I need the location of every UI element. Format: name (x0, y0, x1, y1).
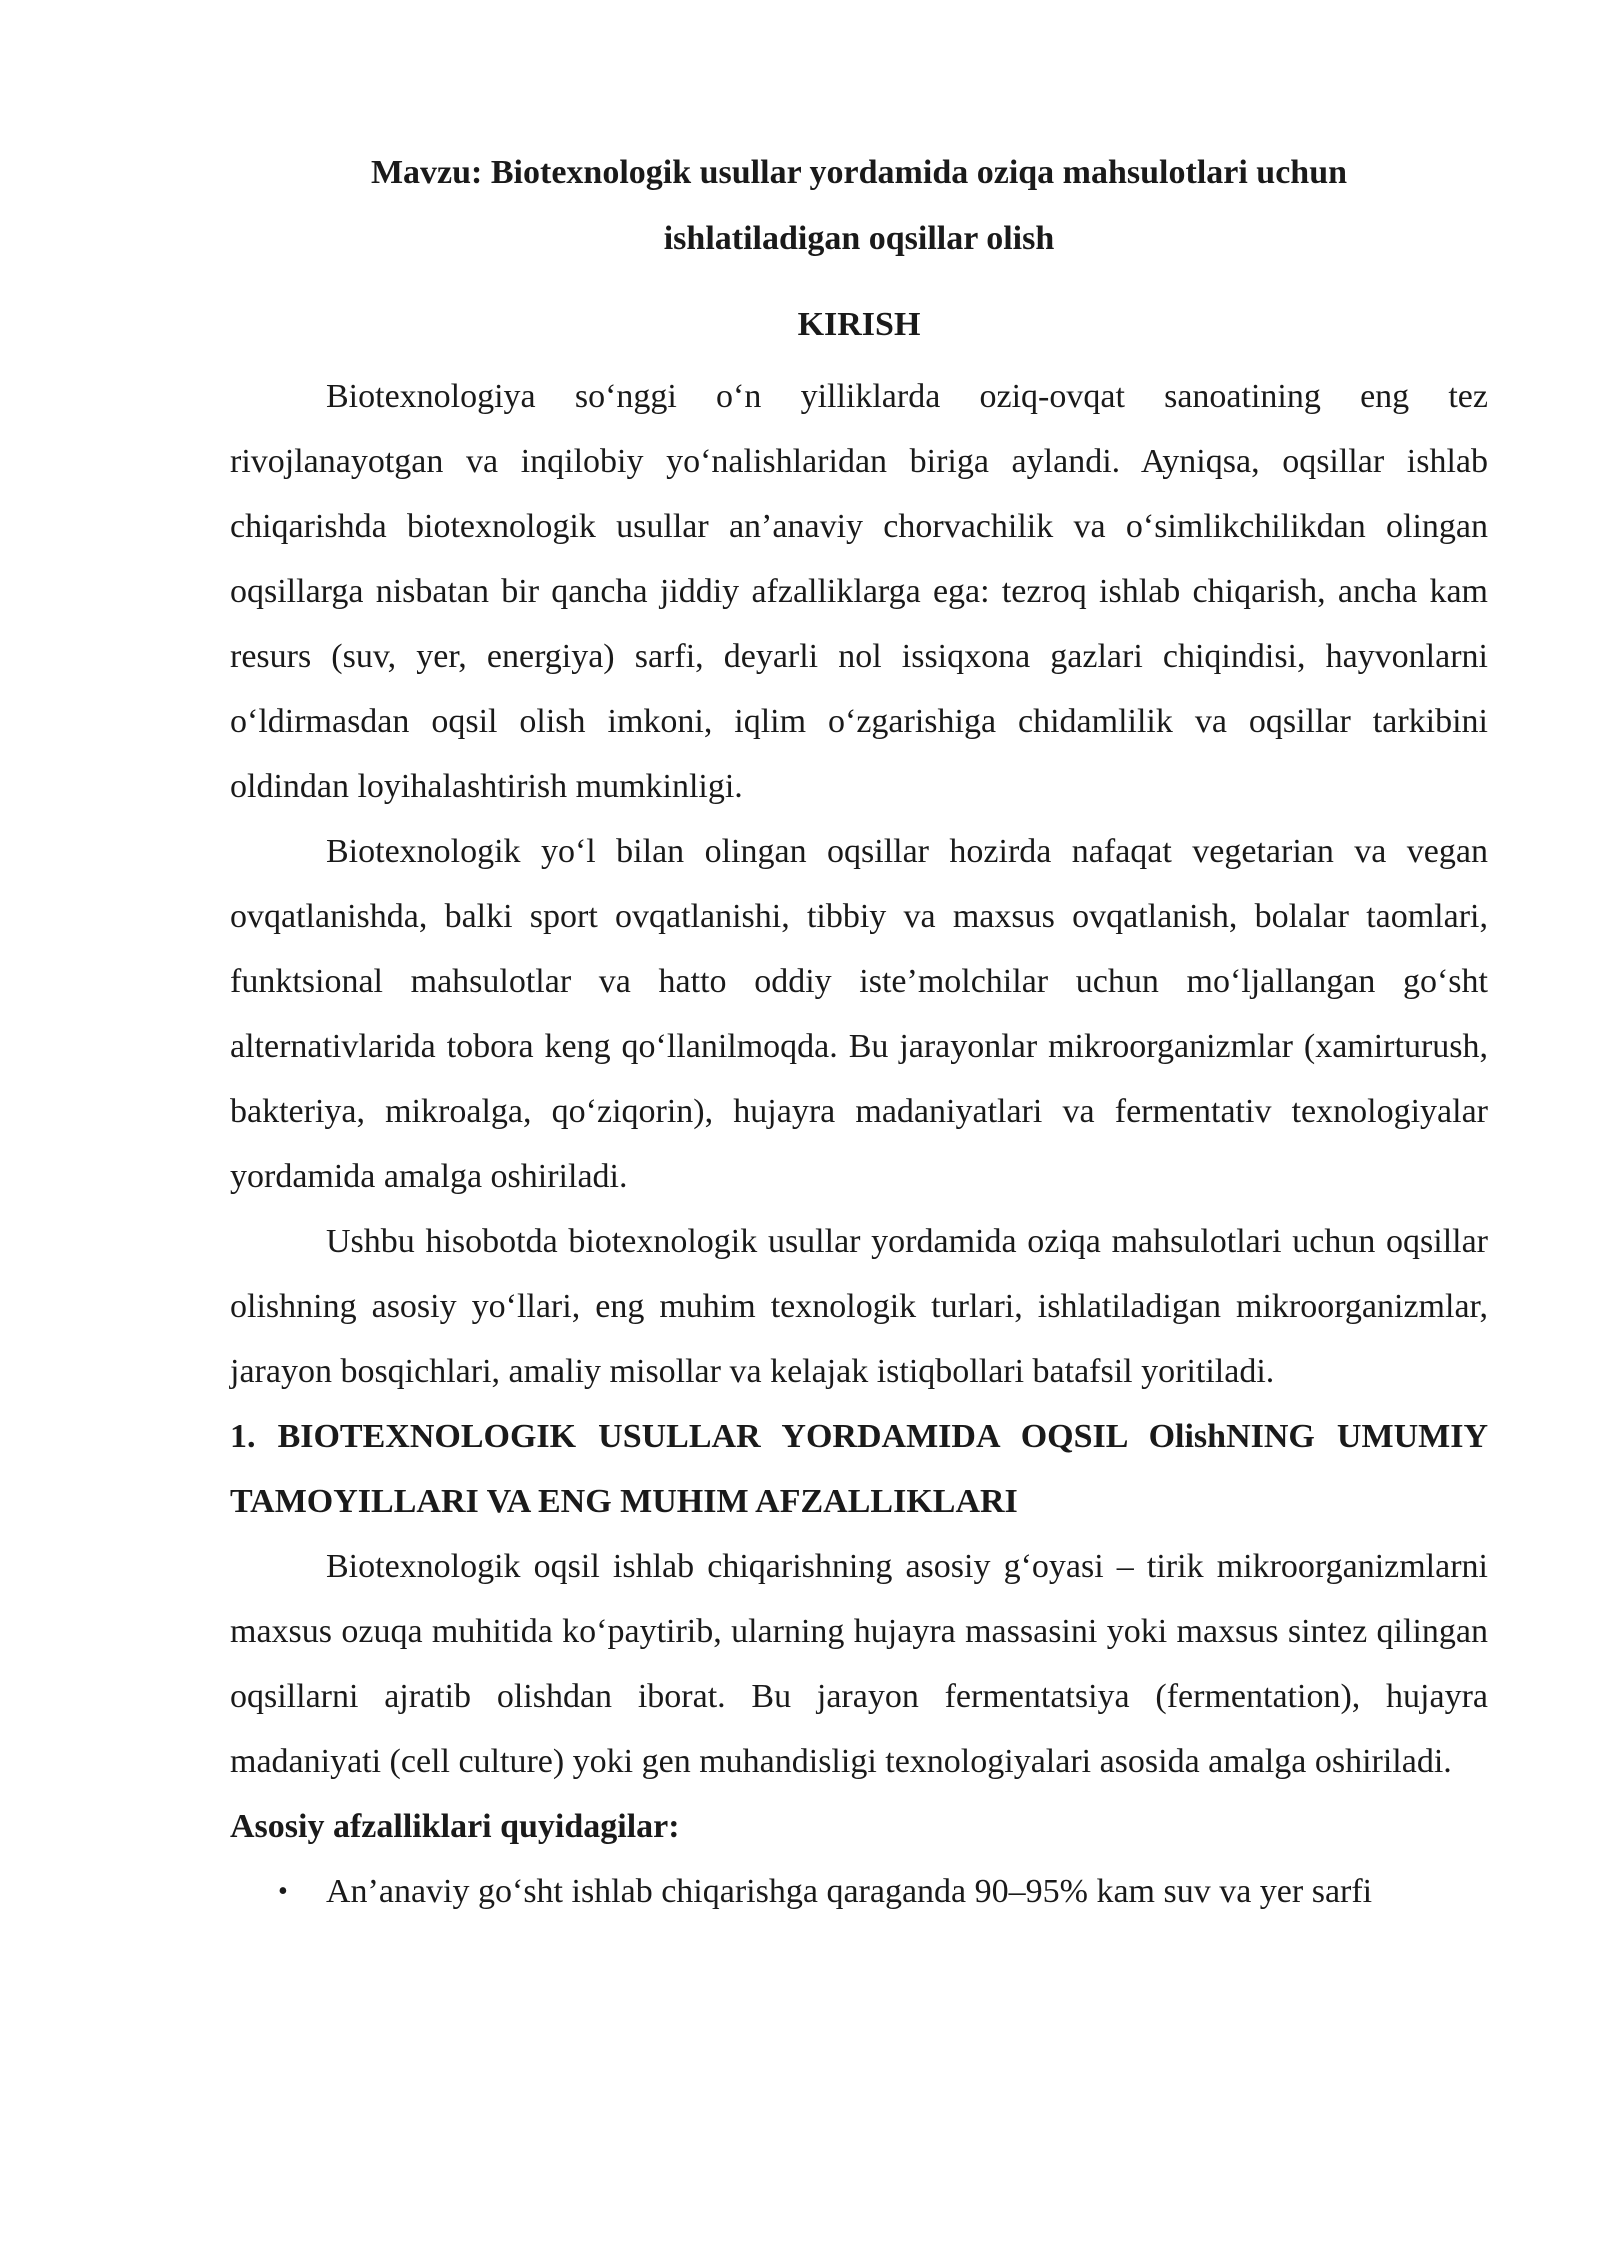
intro-paragraph-1: Biotexnologiya so‘nggi o‘n yilliklarda oziq-ovqat sanoatining eng tez rivojlanayotgan va inqilobiy yo‘nalishlaridan biriga aylandi. Ayniqsa, oqsillar ishlab chiqarishda biotexnologik usullar an’anaviy chorvachilik va o‘simlikchilikdan olingan oqsillarga nisbatan bir qancha jiddiy afzalliklarga ega: tezroq ishlab chiqarish, ancha kam resurs (suv, yer, energiya) sarfi, deyarli nol issiqxona gazlari chiqindisi, hayvonlarni o‘ldirmasdan oqsil olish imkoni, iqlim o‘zgarishiga chidamlilik va oqsillar tarkibini oldindan loyihalashtirish mumkinligi. (230, 378, 1488, 805)
section-1-heading: 1. BIOTEXNOLOGIK USULLAR YORDAMIDA OQSIL OlishNING UMUMIY TAMOYILLARI VA ENG MUHIM AFZALLIKLARI (230, 1418, 1488, 1520)
bullet-icon: • (278, 1876, 288, 1907)
advantage-text: An’anaviy go‘sht ishlab chiqarishga qaraganda 90–95% kam suv va yer sarfi (326, 1873, 1373, 1910)
intro-paragraph-2: Biotexnologik yo‘l bilan olingan oqsillar hozirda nafaqat vegetarian va vegan ovqatlanishda, balki sport ovqatlanishi, tibbiy va maxsus ovqatlanish, bolalar taomlari, funktsional mahsulotlar va hatto oddiy iste’molchilar uchun mo‘ljallangan go‘sht alternativlarida tobora keng qo‘llanilmoqda. Bu jarayonlar mikroorganizmlar (xamirturush, bakteriya, mikroalga, qo‘ziqorin), hujayra madaniyatlari va fermentativ texnologiyalar yordamida amalga oshiriladi. (230, 833, 1488, 1195)
intro-heading: KIRISH (797, 306, 921, 343)
advantages-label: Asosiy afzalliklari quyidagilar: (230, 1808, 680, 1845)
list-item (230, 1859, 1488, 1924)
advantages-list (230, 1859, 1488, 1924)
intro-paragraph-3: Ushbu hisobotda biotexnologik usullar yordamida oziqa mahsulotlari uchun oqsillar olishning asosiy yo‘llari, eng muhim texnologik turlari, ishlatiladigan mikroorganizmlar, jarayon bosqichlari, amaliy misollar va kelajak istiqbollari batafsil yoritiladi. (230, 1223, 1488, 1390)
section-1-paragraph: Biotexnologik oqsil ishlab chiqarishning asosiy g‘oyasi – tirik mikroorganizmlarni maxsus ozuqa muhitida ko‘paytirib, ularning hujayra massasini yoki maxsus sintez qilingan oqsillarni ajratib olishdan iborat. Bu jarayon fermentatsiya (fermentation), hujayra madaniyati (cell culture) yoki gen muhandisligi texnologiyalari asosida amalga oshiriladi. (230, 1548, 1488, 1780)
document-title-line-2: ishlatiladigan oqsillar olish (663, 220, 1055, 257)
document-title-line-1: Mavzu: Biotexnologik usullar yordamida oziqa mahsulotlari uchun (370, 154, 1348, 191)
document-page (230, 140, 1488, 1924)
